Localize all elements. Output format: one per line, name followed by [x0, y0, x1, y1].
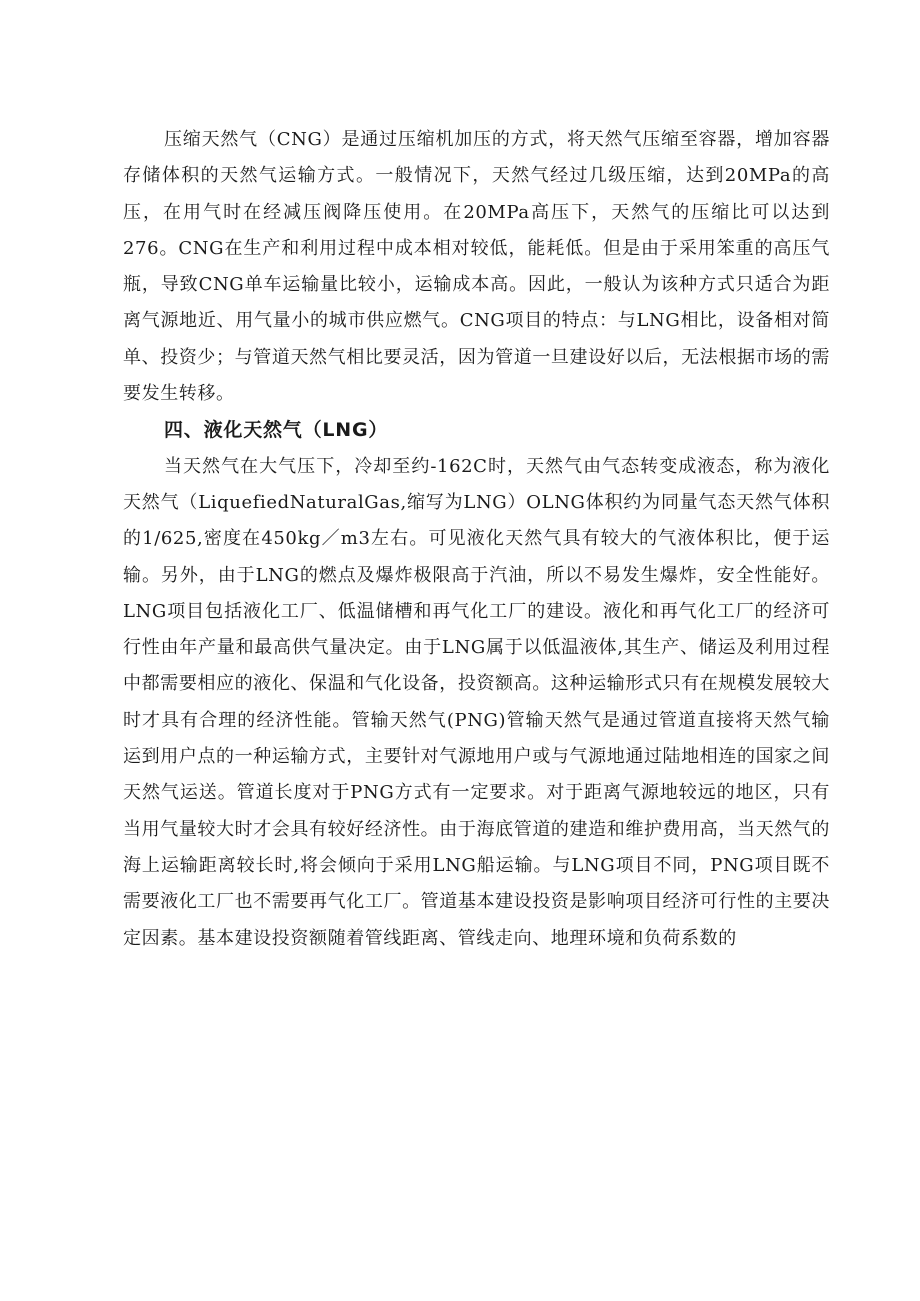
paragraph-cng: 压缩天然气（CNG）是通过压缩机加压的方式，将天然气压缩至容器，增加容器存储体积的天然气运输方式。一般情况下，天然气经过几级压缩，达到20MPa的高压，在用气时在经减压阀降压使用。在20MPa高压下，天然气的压缩比可以达到276。CNG在生产和利用过程中成本相对较低，能耗低。但是由于采用笨重的高压气瓶，导致CNG单车运输量比较小，运输成本高。因此，一般认为该种方式只适合为距离气源地近、用气量小的城市供应燃气。CNG项目的特点：与LNG相比，设备相对简单、投资少；与管道天然气相比要灵活，因为管道一旦建设好以后，无法根据市场的需要发生转移。 — [123, 129, 830, 405]
section-heading-lng: 四、液化天然气（LNG） — [164, 419, 389, 442]
paragraph-lng-png: 当天然气在大气压下，冷却至约-162C时，天然气由气态转变成液态，称为液化天然气（LiquefiedNaturalGas,缩写为LNG）OLNG体积约为同量气态天然气体积的1/625,密度在450kg／m3左右。可见液化天然气具有较大的气液体积比，便于运输。另外，由于LNG的燃点及爆炸极限高于汽油，所以不易发生爆炸，安全性能好。LNG项目包括液化工厂、低温储槽和再气化工厂的建设。液化和再气化工厂的经济可行性由年产量和最高供气量决定。由于LNG属于以低温液体,其生产、储运及利用过程中都需要相应的液化、保温和气化设备，投资额高。这种运输形式只有在规模发展较大时才具有合理的经济性能。管输天然气(PNG)管输天然气是通过管道直接将天然气输运到用户点的一种运输方式，主要针对气源地用户或与气源地通过陆地相连的国家之间天然气运送。管道长度对于PNG方式有一定要求。对于距离气源地较远的地区，只有当用气量较大时才会具有较好经济性。由于海底管道的建造和维护费用高，当天然气的海上运输距离较长时,将会倾向于采用LNG船运输。与LNG项目不同，PNG项目既不需要液化工厂也不需要再气化工厂。管道基本建设投资是影响项目经济可行性的主要决定因素。基本建设投资额随着管线距离、管线走向、地理环境和负荷系数的 — [123, 455, 830, 949]
